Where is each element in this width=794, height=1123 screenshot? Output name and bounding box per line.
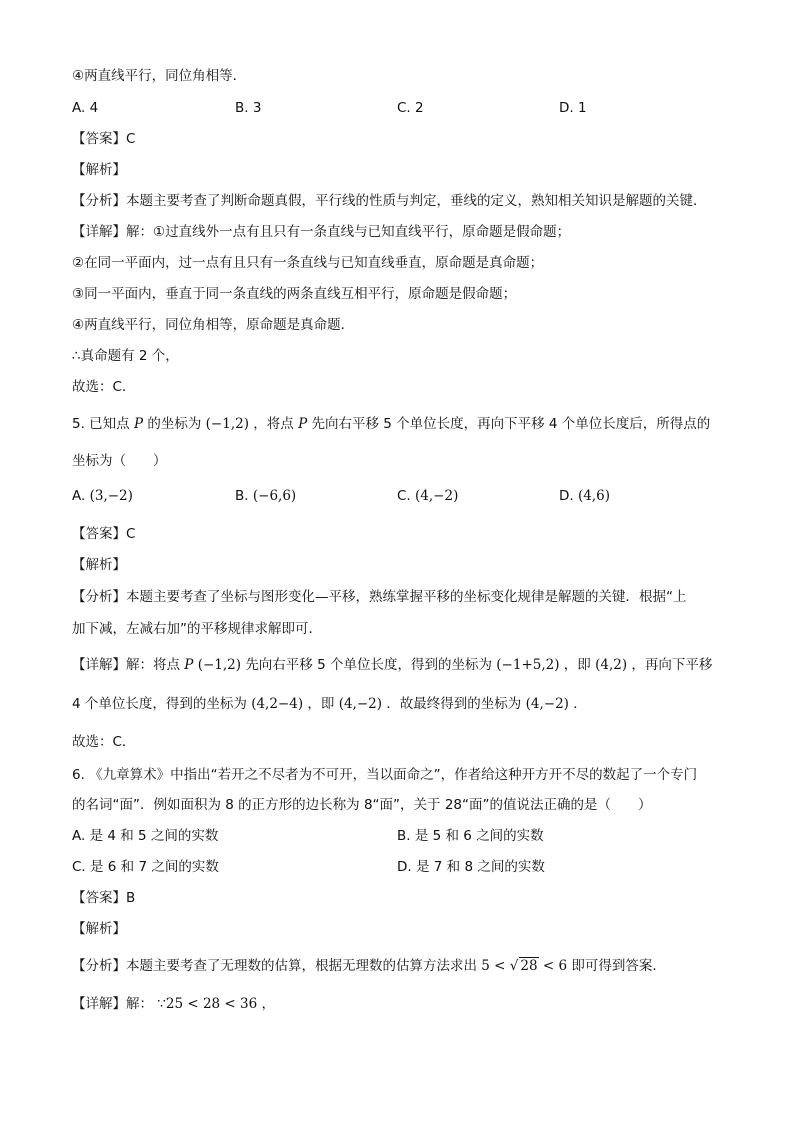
q6-option-d: D. 是 7 和 8 之间的实数 — [397, 859, 545, 875]
q6-answer: 【答案】B — [72, 890, 136, 906]
option-value: (4,6) — [577, 488, 610, 504]
q4-option-a: A. 4 — [72, 100, 99, 116]
detail-text: 【详解】解： — [72, 996, 153, 1012]
detail-text: ，即 — [563, 657, 591, 673]
coordinate: (4,−2) — [338, 696, 383, 712]
q6-option-c: C. 是 6 和 7 之间的实数 — [72, 859, 219, 875]
q5-detail-line2 — [72, 694, 587, 714]
q5-option-a — [72, 486, 133, 506]
q6-option-b: B. 是 5 和 6 之间的实数 — [397, 828, 544, 844]
fenxi-text: 【分析】本题主要考查了无理数的估算，根据无理数的估算方法求出 — [72, 958, 477, 974]
q4-option-b: B. 3 — [235, 100, 262, 116]
q6-stem-line2: 的名词“面”．例如面积为 8 的正方形的边长称为 8“面”，关于 28“面”的值说法正确的是（ ） — [72, 797, 652, 813]
radicand: 28 — [520, 958, 538, 974]
q5-answer: 【答案】C — [72, 526, 136, 542]
inequality-left: 5 < — [481, 958, 506, 974]
detail-text: ． — [573, 696, 587, 712]
q4-detail-line: 故选：C． — [72, 379, 136, 395]
coordinate: (4,2−4) — [251, 696, 304, 712]
option-letter: C. — [397, 488, 411, 504]
q4-detail-line: ④两直线平行，同位角相等，原命题是真命题． — [72, 317, 355, 333]
q4-detail-line: ∴真命题有 2 个， — [72, 348, 179, 364]
q5-option-d — [559, 486, 610, 506]
option-letter: A. — [72, 488, 86, 504]
q5-fenxi-line1: 【分析】本题主要考查了坐标与图形变化—平移，熟练掌握平移的坐标变化规律是解题的关键．根据“上 — [72, 589, 687, 605]
coordinate: (4,−2) — [525, 696, 569, 712]
q4-detail-line: 【详解】解：①过直线外一点有且只有一条直线与已知直线平行，原命题是假命题； — [72, 224, 571, 240]
detail-text: 先向右平移 5 个单位长度，得到的坐标为 — [245, 657, 492, 673]
q5-coordinate: (−1,2) — [205, 416, 249, 432]
q5-stem-text: 的坐标为 — [147, 416, 202, 432]
q4-option-d: D. 1 — [559, 100, 587, 116]
radical-sign: √ — [509, 958, 519, 974]
q6-analysis-heading: 【解析】 — [72, 921, 126, 937]
q5-point-p: P — [133, 416, 144, 432]
q4-detail-line: ②在同一平面内，过一点有且只有一条直线与已知直线垂直，原命题是真命题； — [72, 255, 544, 271]
q6-option-a: A. 是 4 和 5 之间的实数 — [72, 828, 219, 844]
coordinate: (−1+5,2) — [496, 657, 560, 673]
detail-text: ， — [261, 996, 276, 1012]
q4-fenxi: 【分析】本题主要考查了判断命题真假，平行线的性质与判定，垂线的定义，熟知相关知识是解题的关键． — [72, 193, 707, 209]
q5-analysis-heading: 【解析】 — [72, 557, 126, 573]
q5-option-c — [397, 486, 458, 506]
option-letter: B. — [235, 488, 249, 504]
q4-option-c: C. 2 — [397, 100, 424, 116]
q5-stem-line2: 坐标为（ ） — [72, 453, 167, 469]
q5-stem-text: 5. 已知点 — [72, 416, 130, 432]
option-value: (3,−2) — [89, 488, 133, 504]
coordinate: (−1,2) — [197, 657, 242, 673]
fenxi-text: 即可得到答案． — [571, 958, 666, 974]
option-value: (4,−2) — [415, 488, 459, 504]
detail-text: ．故最终得到的坐标为 — [386, 696, 522, 712]
detail-text: ，即 — [307, 696, 335, 712]
q5-choose: 故选：C． — [72, 734, 136, 750]
q5-stem-text: ，将点 — [253, 416, 294, 432]
detail-inequality: ∵25 < 28 < 36 — [157, 996, 258, 1012]
option-letter: D. — [559, 488, 574, 504]
q5-detail-line1 — [72, 655, 712, 675]
q4-detail-line: ③同一平面内，垂直于同一条直线的两条直线互相平行，原命题是假命题； — [72, 286, 517, 302]
coordinate: (4,2) — [595, 657, 628, 673]
q5-option-b — [235, 486, 296, 506]
q6-fenxi — [72, 956, 666, 976]
q5-stem-text: 先向右平移 5 个单位长度，再向下平移 4 个单位长度后，所得点的 — [311, 416, 711, 432]
q5-stem-line1 — [72, 414, 710, 434]
inequality-right: < 6 — [542, 958, 568, 974]
q5-fenxi-line2: 加下减，左减右加”的平移规律求解即可． — [72, 621, 322, 637]
detail-text: ，再向下平移 — [631, 657, 713, 673]
q4-answer: 【答案】C — [72, 131, 136, 147]
detail-text: 【详解】解：将点 — [72, 657, 180, 673]
q5-point-p: P — [184, 657, 194, 673]
detail-text: 4 个单位长度，得到的坐标为 — [72, 696, 247, 712]
statement-4: ④两直线平行，同位角相等． — [72, 68, 247, 84]
q4-analysis-heading: 【解析】 — [72, 162, 126, 178]
q5-point-p: P — [298, 416, 308, 432]
option-value: (−6,6) — [252, 488, 297, 504]
q6-stem-line1: 6. 《九章算术》中指出“若开之不尽者为不可开，当以面命之”，作者给这种开方开不尽的数起了一个专门 — [72, 767, 698, 783]
q6-detail — [72, 994, 275, 1014]
